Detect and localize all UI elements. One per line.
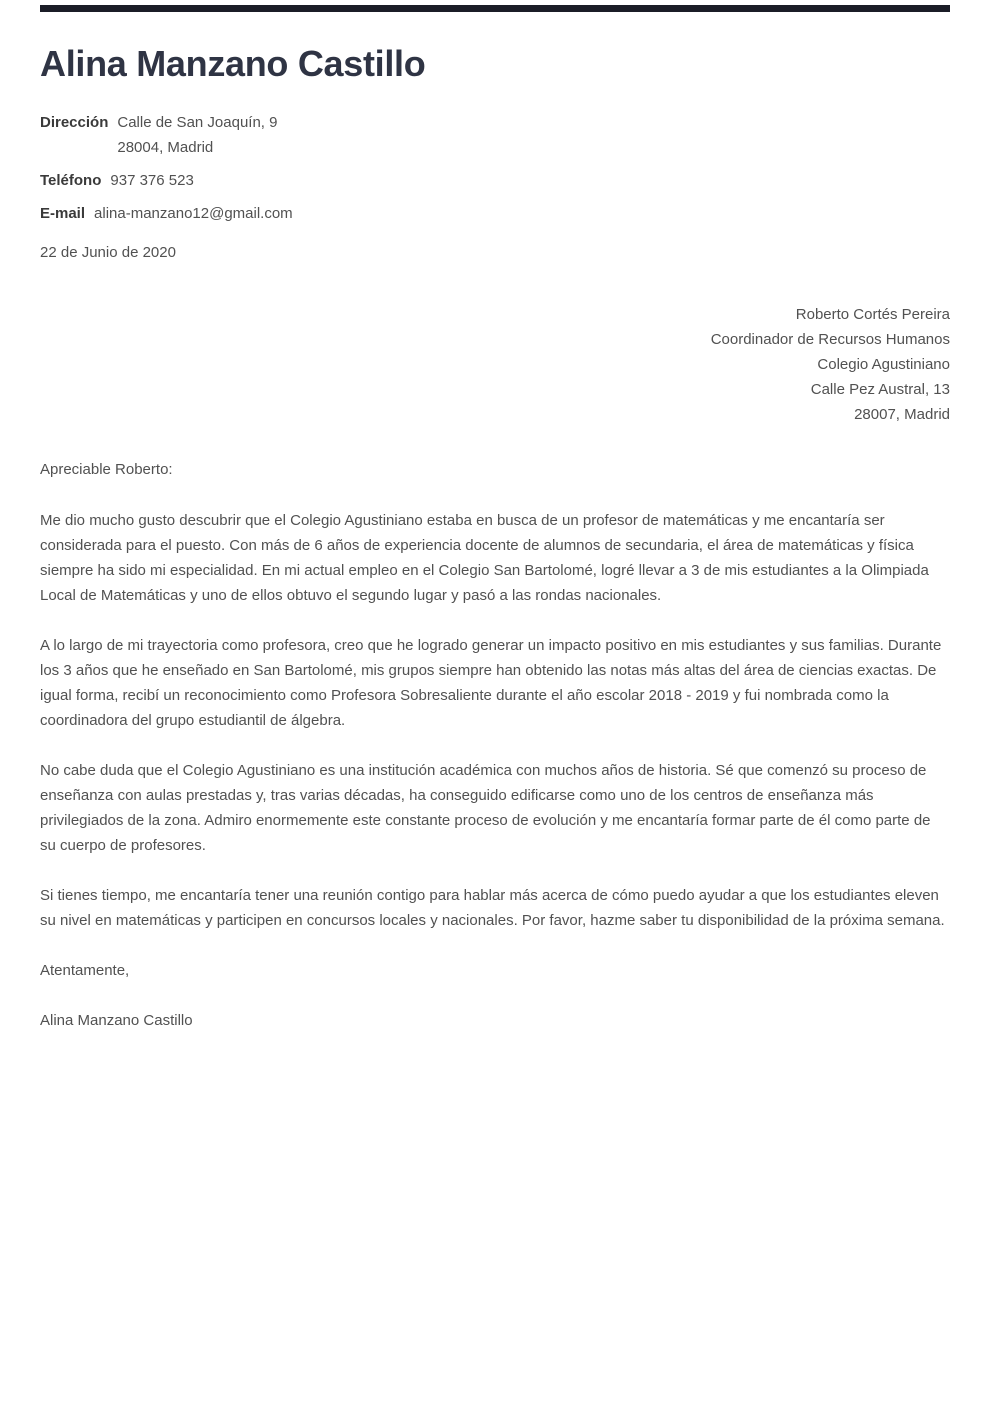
recipient-organization: Colegio Agustiniano [817, 356, 950, 373]
contact-row-address [40, 110, 950, 160]
signature-name: Alina Manzano Castillo [40, 1012, 193, 1029]
letter-body [40, 508, 950, 933]
valediction: Atentamente, [40, 962, 130, 979]
recipient-name: Roberto Cortés Pereira [795, 306, 950, 323]
contact-row-phone [40, 168, 950, 193]
contact-label-direccion: Dirección [40, 114, 109, 131]
recipient-street: Calle Pez Austral, 13 [810, 381, 950, 398]
body-paragraph-3: No cabe duda que el Colegio Agustiniano es una institución académica con muchos años de historia. Sé que comenzó su proceso de enseñanza con aulas prestadas y, tras varias décadas, ha conseguido edificarse como uno de los centros de enseñanza más privilegiados de la zona. Admiro enormemente este constante proceso de evolución y me encantaría formar parte de él como parte de su cuerpo de profesores. [40, 762, 931, 854]
contact-label-telefono: Teléfono [40, 172, 102, 189]
body-paragraph-1: Me dio mucho gusto descubrir que el Colegio Agustiniano estaba en busca de un profesor de matemáticas y me encantaría ser considerada para el puesto. Con más de 6 años de experiencia docente de alumnos de secundaria, el área de matemáticas y física siempre ha sido mi especialidad. En mi actual empleo en el Colegio San Bartolomé, logré llevar a 3 de mis estudiantes a la Olimpiada Local de Matemáticas y uno de ellos obtuvo el segundo lugar y pasó a las rondas nacionales. [40, 512, 929, 604]
body-paragraph-2: A lo largo de mi trayectoria como profesora, creo que he logrado generar un impacto positivo en mis estudiantes y sus familias. Durante los 3 años que he enseñado en San Bartolomé, mis grupos siempre han obtenido las notas más altas del área de ciencias exactas. De igual forma, recibí un reconocimiento como Profesora Sobresaliente durante el año escolar 2018 - 2019 y fui nombrada como la coordinadora del grupo estudiantil de álgebra. [40, 637, 942, 729]
contact-value-phone: 937 376 523 [110, 172, 194, 189]
recipient-title: Coordinador de Recursos Humanos [710, 331, 950, 348]
applicant-name: Alina Manzano Castillo [40, 43, 426, 84]
accent-bar [40, 5, 950, 12]
cover-letter-page [0, 5, 990, 1405]
contact-value-address [117, 110, 277, 160]
body-paragraph-4: Si tienes tiempo, me encantaría tener una reunión contigo para hablar más acerca de cómo puedo ayudar a que los estudiantes eleven su nivel en matemáticas y participen en concursos locales y nacionales. Por favor, hazme saber tu disponibilidad de la próxima semana. [40, 887, 945, 929]
address-line-1: Calle de San Joaquín, 9 [117, 114, 278, 131]
letter-date: 22 de Junio de 2020 [40, 244, 176, 261]
recipient-block [40, 302, 950, 427]
contact-section [40, 110, 950, 226]
address-line-2: 28004, Madrid [117, 139, 214, 156]
contact-value-email: alina-manzano12@gmail.com [94, 205, 293, 222]
salutation: Apreciable Roberto: [40, 461, 173, 478]
contact-row-email [40, 201, 950, 226]
contact-label-email: E-mail [40, 205, 86, 222]
recipient-city: 28007, Madrid [854, 406, 950, 423]
